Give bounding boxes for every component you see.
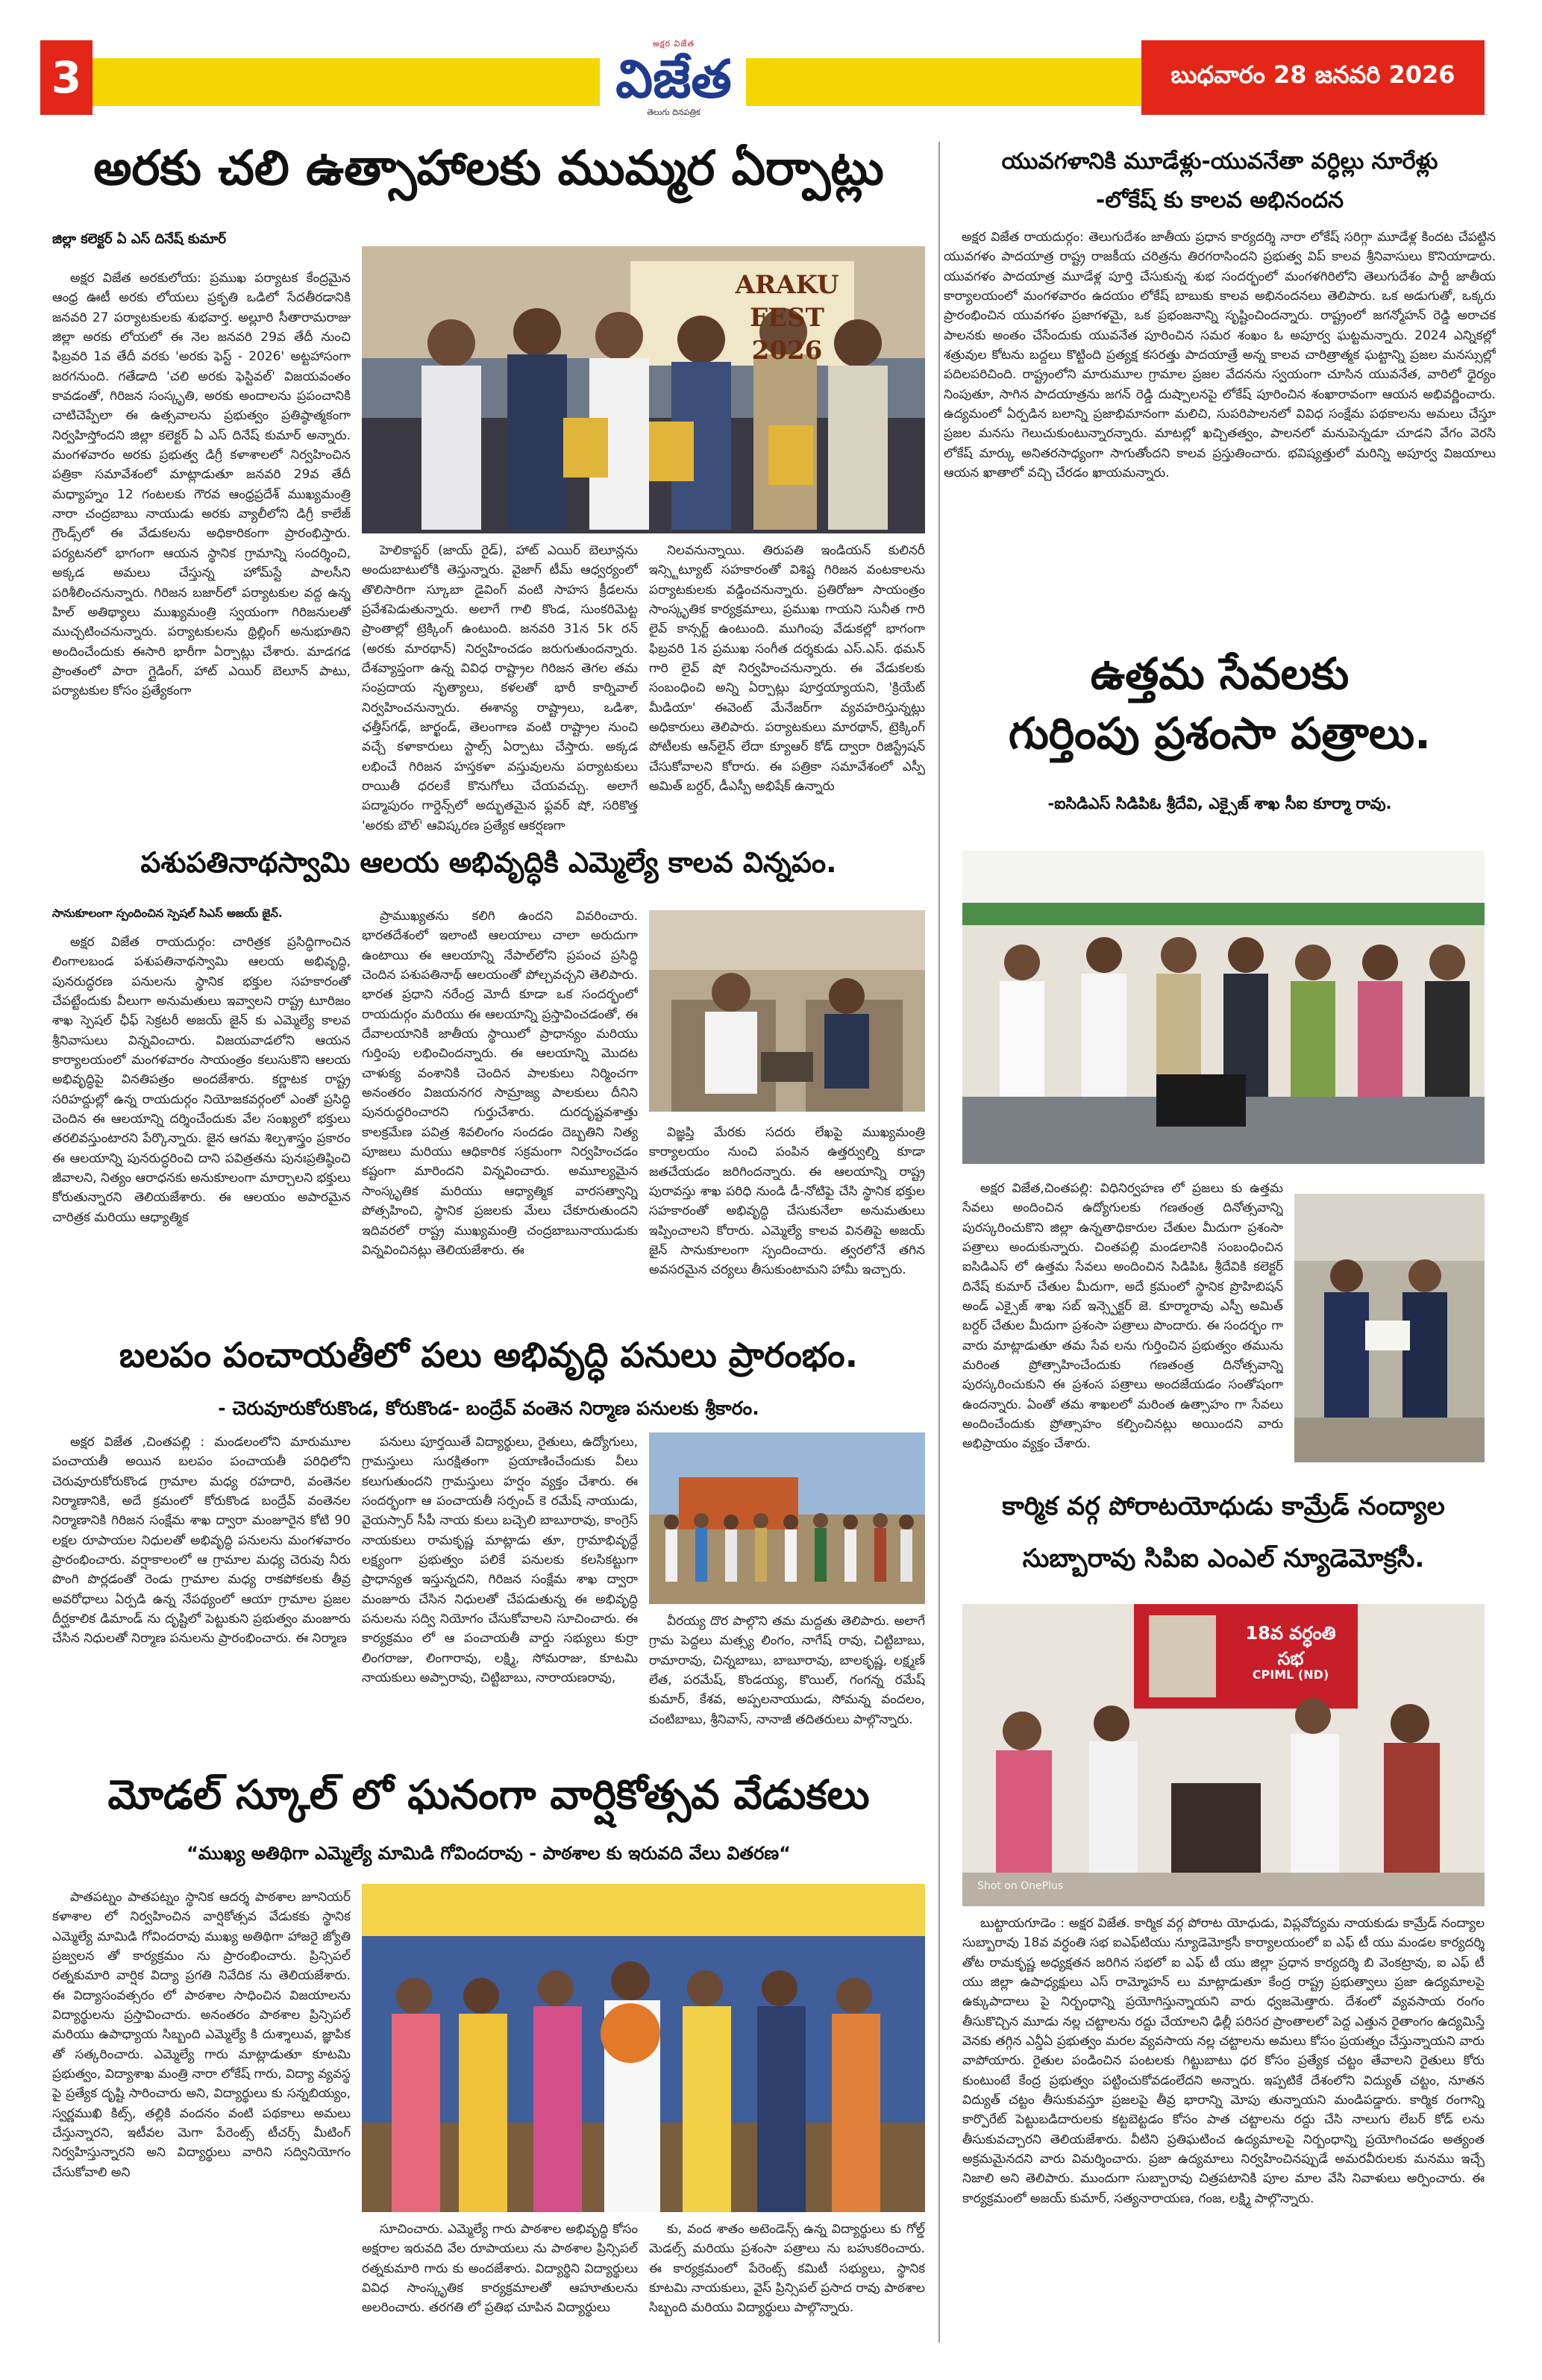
awards-handover-photo — [1294, 1194, 1485, 1462]
araku-col2: హెలికాప్టర్ (జాయ్ రైడ్), హాట్ ఎయిర్ బెలూన్లను అందుబాటులోకి తెస్తున్నారు. వైజాగ్ టీమ్ ఆధ్వర్యంలో తొలిసారిగా స్కూబా డైవింగ్ వంటి సాహస క్రీడలను ప్రవేశపెడుతున్నారు. అలాగే గాలి కొండ, సుంకరిమెట్ట ప్రాంతాల్లో ట్రెక్కింగ్ ఉంటుంది. జనవరి 31న 5k రన్ (అరకు మారథాన్) నిర్వహించడం జరుగుతుందన్నారు. దేశవ్యాప్తంగా ఉన్న వివిధ రాష్ట్రాల గిరిజన తెగల తమ సంప్రదాయ నృత్యాలు, కళలతో భారీ కార్నివాల్ నిర్వహించనున్నారు. ఈశాన్య రాష్ట్రాలు, ఒడిశా, ఛత్తీస్‌గఢ్, జార్ఖండ్, తెలంగాణ వంటి రాష్ట్రాల నుంచి వచ్చే కళాకారులు స్టాల్స్ ఏర్పాటు చేస్తారు. అక్కడ లభించే గిరిజన హస్తకళా వస్తువులను పర్యాటకులు రాయితీ ధరలకే కొనుగోలు చేయవచ్చు. అలాగే పద్మాపురం గార్డెన్స్‌లో అద్భుతమైన ఫ్లవర్ షో, సరికొత్త 'అరకు బౌల్' ఆవిష్కరణ ప్రత్యేక ఆకర్షణగా — [362, 543, 638, 833]
araku-headline: అరకు చలి ఉత్సాహాలకు ముమ్మర ఏర్పాట్లు — [93, 141, 884, 196]
page-number: 3 — [40, 40, 93, 115]
masthead-band-left — [93, 58, 600, 106]
logo-name: విజేత — [615, 48, 732, 110]
awards-body: అక్షర విజేత,చింతపల్లి: విధినిర్వహణ లో ప్రజలు కు ఉత్తమ సేవలు అందించిన ఉద్యోగులకు గణతంత్ర దినోత్సవాన్ని పురస్కరించుకొని జిల్లా ఉన్నతాధికారుల చేతుల మీదుగా ప్రశంసా పత్రాలు అందుకున్నారు. చింతపల్లి మండలానికి సంబంధించిన ఐసిడిఎస్ లో ఉత్తమ సేవలు అందించిన సిడిపిఓ శ్రీదేవికి కలెక్టర్ దినేష్ కుమార్ చేతుల మీదుగా, అదే క్రమంలో స్థానిక ప్రొహిబిషన్ అండ్ ఎక్సైజ్ శాఖ సబ్ ఇన్స్పెక్టర్ జె. కూర్మారావు ఎస్పీ అమిత్ బర్దర్ చేతుల మీదుగా ప్రశంసా పత్రాలు పొందారు. ఈ సందర్భం గా వారు మాట్లాడుతూ తమ సేవ లను గుర్తించిన ప్రభుత్వం తమును మరింత ప్రోత్సాహించేందుకు గణతంత్ర దినోత్సవాన్ని పురస్కరించుకుని ఈ ప్రశంస పత్రాలు అందజేయడం సంతోషంగా ఉందన్నారు. ఏంతో తమ శాఖలలో మరింత ఉత్సాహం గా సేవలు అందించేందుకు ప్రోత్సాహం కల్పించినట్లు అయిందని వారు అభిప్రాయం వ్యక్తం చేశారు. — [962, 1181, 1283, 1452]
photo-watermark: Shot on OnePlus — [977, 1880, 1064, 1892]
awards-headline-line2: గుర్తింపు ప్రశంసా పత్రాలు. — [1008, 708, 1432, 759]
logo-tagline: అక్షర విజేత — [653, 39, 695, 48]
lokesh-body: అక్షర విజేత రాయదుర్గం: తెలుగుదేశం జాతీయ ప్రధాన కార్యదర్శి నారా లోకేష్ సరిగ్గా మూడేళ్ల కిందట చేపట్టిన యువగళం పాదయాత్ర రాష్ట్ర రాజకీయ చరిత్రను తిరగరాసిందని ప్రభుత్వ విప్ కాలవ శ్రీనివాసులు కొనియాడారు. యువగళం పాదయాత్ర మూడేళ్ల పూర్తి చేసుకున్న శుభ సందర్భంలో మంగళగిరిలోని తెలుగుదేశం పార్టీ జాతీయ కార్యాలయంలో మంగళవారం ఉదయం లోకేష్ బాబుకు కాలవ అభినందనలు తెలిపారు. ఒక అడుగుతో, ఒక్కరు ప్రారంభించిన యువగళం ప్రజాగళమై, ఒక ప్రభంజనాన్ని సృష్టించిందన్నారు. రాష్ట్రంలో జగన్మోహన్ రెడ్డి అరాచక పాలనకు అంతం చేసేందుకు యువనేత పూరించిన సమర శంఖం ఓ అపూర్వ ఘట్టమన్నారు. 2024 ఎన్నికల్లో శత్రువుల కోటను బద్దలు కొట్టింది ప్రత్యక్ష కసరత్తు పాదయాత్రే అన్న కాలవ చారిత్రాత్మక ఘట్టాన్ని ప్రజల మనస్సుల్లో పదిలపరిచింది. రాష్ట్రంలోని మారుమూల గ్రామాల ప్రజల వేదనను స్వయంగా చూసిన యువనేత, వారిలో ధైర్యం నింపుతూ, సాగిన పాదయాత్రను జగన్ రెడ్డి దుష్పాలనపై లోకేష్ పూరించిన శంఖారావంగా ఆయన అభివర్ణించారు. ఉద్యమంలో ఏర్పడిన బలాన్ని ప్రజాభిమానంగా మలిచి, సుపరిపాలనలో వివిధ సంక్షేమ పథకాలను అమలు చేస్తూ ప్రజల మనసు గెలుచుకుంటున్నారన్నారు. మాటల్లో ఖచ్చితత్వం, పాలనలో మనుపెన్నడూ చూడని వేగం వెరసి లోకేష్ మార్కు అనితరసాధ్యంగా సాగుతోందని కాలవ ప్రస్తుతించారు. భవిష్యత్తులో మరిన్ని అపూర్వ విజయాలు ఆయన ఖాతాలో వచ్చి చేరడం ఖాయమన్నారు. — [944, 230, 1496, 481]
lokesh-headline-line2: -లోకేష్ కు కాలవ అభినందన — [1095, 187, 1344, 213]
model-school-col2: సూచించారు. ఎమ్మెల్యే గారు పాఠశాల అభివృద్ధి కోసం అక్షరాల ఇరువది వేల రూపాయలు ను పాఠశాల ప్రిన్సిపల్ రత్నకుమారి గారు కు అందజేశారు. విద్యార్థిని విద్యార్థులు వివిధ సాంస్కృతిక కార్యక్రమాలతో ఆహూతులను అలరించారు. తరగతి లో ప్రతిభ చూపిన విద్యార్థులు — [362, 2222, 638, 2316]
araku-photo — [362, 246, 925, 533]
awards-headline-line1: ఉత్తమ సేవలకు — [1090, 648, 1350, 699]
pashupati-byline: సానుకూలంగా స్పందించిన స్పెషల్ సిఎస్ అజయ్ జైన్. — [52, 906, 283, 920]
comrade-banner-sub: CPIML (ND) — [1252, 1667, 1329, 1682]
balapam-col1: అక్షర విజేత ,చింతపల్లి : మండలంలోని మారుమూల పంచాయతీ అయిన బలపం పంచాయతీ పరిధిలోని చెరువూరుకోరుకొండ గ్రామాల మధ్య రహదారి, వంతెనల నిర్మాణానికి, అదే క్రమంలో కోరుకొండ బంద్రేవ్ వంతెనల నిర్మాణానికి గిరిజన సంక్షేమ శాఖ ద్వారా మంజూరైన కోటి 90 లక్షల రూపాయల నిధులతో అభివృద్ధి పనులను మంగళవారం ప్రారంభించారు. వర్షాకాలంలో ఆ గ్రామాల మధ్య చెరువు నీరు పొంగి పొర్లడంతో రెండు గ్రామాల మధ్య రాకపోకలకు తీవ్ర అవరోధాలు ఏర్పడి ఉన్న నేపథ్యంలో ఆయా గ్రామాల ప్రజల దీర్ఘకాలిక డిమాండ్ ను దృష్టిలో పెట్టుకుని ప్రభుత్వం మంజూరు చేసిన నిధులతో నిర్మాణ పనులను ప్రారంభించారు. ఈ నిర్మాణ — [52, 1435, 351, 1647]
comrade-banner-text: 18వ వర్ధంతి సభ — [1245, 1623, 1336, 1669]
lokesh-headline-line1: యువగళానికి మూడేళ్లు-యువనేతా వర్ధిల్లు నూరేళ్లు — [1001, 148, 1438, 175]
balapam-col2: పనులు పూర్తయితే విద్యార్థులు, రైతులు, ఉద్యోగులు, గ్రామస్తులు సురక్షితంగా ప్రయాణించేందుకు వీలు కలుగుతుందని గ్రామస్తులు హర్షం వ్యక్తం చేశారు. ఈ సందర్భంగా ఆ పంచాయతీ సర్పంచ్ కె రమేష్ నాయుడు, వైయస్సార్ సీపీ నాయ కులు బచ్చెలి బాబూరావు, కాంగ్రెస్ నాయకులు రామకృష్ణ మాట్లాడు తూ, గ్రామాభివృద్ధే లక్ష్యంగా ప్రభుత్వం పలికే పనులకు కలసికట్టుగా ప్రాధాన్యత ఇస్తున్నదని, గిరిజన సంక్షేమ శాఖ ద్వారా మంజూరు చేసిన నిధులతో చేపడుతున్న ఈ అభివృద్ధి పనులను సద్వి నియోగం చేసుకోవాలని సూచించారు. ఈ కార్యక్రమం లో ఆ పంచాయతీ వార్డు సభ్యులు కుర్రా లింగరాజు, లింగారావు, లక్ష్మి, సోమరాజు, కూటమి నాయకులు అప్పారావు, చిట్టిబాబు, నారాయణరావు, — [362, 1435, 638, 1686]
model-school-col1: పాతపట్నం పాతపట్నం స్థానిక ఆదర్శ పాఠశాల జూనియర్ కళాశాల లో నిర్వహించిన వార్షికోత్సవ వేడుకకు స్థానిక ఎమ్మెల్యే మామిడి గోవిందరావు ముఖ్య అతిథిగా హాజరై జ్యోతి ప్రజ్వలన తో కార్యక్రమం ను ప్రారంభించారు. ప్రిన్సిపల్ రత్నకుమారి వార్షిక విద్యా ప్రగతి నివేదిక ను తెలియజేశారు. ఈ విద్యాసంవత్సరం లో పాఠశాల సాధించిన విజయాలను విద్యార్థులను ప్రస్తావించారు. అనంతరం పాఠశాల ప్రిన్సిపల్ మరియు ఉపాధ్యాయ సిబ్బంది ఎమ్మెల్యే కి దుశ్శాలువ, జ్ఞాపిక తో సత్కరించారు. ఎమ్మెల్యే గారు మాట్లాడుతూ కూటమి ప్రభుత్వం, విద్యాశాఖ మంత్రి నారా లోకేష్ గారు, విద్యా వ్యవస్థ పై ప్రత్యేక దృష్టి సారించారు అని, విద్యార్థులు కు సన్నబియ్యం, స్వర్ణముఖి కిట్స్, తల్లికి వందనం వంటి పథకాలు అమలు చేస్తున్నారని, ఇటీవల మెగా పేరెంట్స్ టీచర్స్ మీటింగ్ నిర్వహిస్తున్నారని అని విద్యార్థులు వారిని సద్వినియోగం చేసుకోవాలి అని — [52, 1890, 351, 2180]
araku-byline: జిల్లా కలెక్టర్ ఏ ఎస్ దినేష్ కుమార్ — [52, 231, 227, 247]
araku-col3: నిలవనున్నాయి. తిరుపతి ఇండియన్ కులినరీ ఇన్స్టిట్యూట్ సహకారంతో విశిష్ట గిరిజన వంటకాలను పర్యాటకులకు వడ్డించనున్నారు. ప్రతిరోజూ సాయంత్రం సాంస్కృతిక కార్యక్రమాలు, ప్రముఖ గాయని సునీత గారి లైవ్ కాన్సర్ట్ ఉంటుంది. ముగింపు వేడుకల్లో భాగంగా ఫిబ్రవరి 1న ప్రముఖ సంగీత దర్శకుడు ఎస్.ఎస్. థమన్ గారి లైవ్ షో నిర్వహించనున్నారు. ఈ వేడుకలకు సంబంధించి అన్ని ఏర్పాట్లు పూర్తయ్యాయని, 'క్రియేట్ మీడియా' ఈవెంట్ మేనేజర్‌గా వ్యవహరిస్తున్నట్లు అధికారులు తెలిపారు. పర్యాటకులు మారథాన్, ట్రెక్కింగ్ పోటీలకు ఆన్‌లైన్ లేదా క్యూఆర్ కోడ్ ద్వారా రిజిస్ట్రేషన్ చేసుకోవాలని కోరారు. ఈ పత్రికా సమావేశంలో ఎస్పీ అమిత్ బర్దర్, డీఎస్పీ అభిషేక్ ఉన్నారు — [649, 543, 925, 795]
masthead-band-right — [746, 58, 1149, 106]
balapam-group-photo — [649, 1432, 925, 1604]
issue-date: బుధవారం 28 జనవరి 2026 — [1141, 40, 1485, 115]
balapam-col3: వీరయ్య దొర పాల్గొని తమ మద్దతు తెలిపారు. అలాగే గ్రామ పెద్దలు మత్స్య లింగం, నాగేష్ రావు, చిట్టిబాబు, రామారావు, చిన్నబాబు, బాబూరావు, బాలకృష్ణ, లక్ష్మణ్ లేత, పరమేష్, కొండయ్య, కొయిల్, గంగన్న రమేష్ కుమార్, కేశవ, అప్పలనాయుడు, సోమన్న వందలం, చంటిబాబు, శ్రీనివాస్, నానాజీ తదితరులు పాల్గొన్నారు. — [649, 1614, 925, 1727]
column-divider — [938, 142, 940, 2343]
araku-col1: అక్షర విజేత అరకులోయ: ప్రముఖ పర్యాటక కేంద్రమైన ఆంధ్ర ఊటీ అరకు లోయలు ప్రకృతి ఒడిలో సేదతీరడానికి జనవరి 27 పర్యాటకులకు శుభవార్త. అల్లూరి సీతారామరాజు జిల్లా అరకు లోయలో ఈ నెల జనవరి 29వ తేదీ నుంచి ఫిబ్రవరి 1వ తేదీ వరకు 'అరకు ఫెస్ట్ - 2026' అట్టహాసంగా జరగనుంది. గతేడాది 'చలి అరకు ఫెస్టివల్' విజయవంతం కావడంతో, గిరిజన సంస్కృతి, అరకు అందాలను ప్రపంచానికి చాటిచెప్పేలా ఈ ఉత్సవాలను ప్రభుత్వం ప్రతిష్ఠాత్మకంగా నిర్వహిస్తోందని జిల్లా కలెక్టర్ ఏ ఎస్ దినేష్ కుమార్ అన్నారు. మంగళవారం అరకు ప్రభుత్వ డిగ్రీ కళాశాలలో నిర్వహించిన పత్రికా సమావేశంలో మాట్లాడుతూ జనవరి 29వ తేదీ మధ్యాహ్నం 12 గంటలకు గౌరవ ఆంధ్రప్రదేశ్ ముఖ్యమంత్రి నారా చంద్రబాబు నాయుడు అరకు వ్యాలీలోని డిగ్రీ కాలేజ్ గ్రౌండ్స్‌లో ఈ వేడుకలను అధికారికంగా ప్రారంభిస్తారు. పర్యటనలో భాగంగా ఆయన స్థానిక గ్రామాన్ని సందర్శించి, అక్కడ అమలు చేస్తున్న హోమ్‌స్టే పాలసీని పరిశీలించనున్నారు. గిరిజన బజార్‌లో పర్యాటకుల వద్ద ఉన్న హిల్ అతిథ్యాలు ముఖ్యమంత్రి స్వయంగా గిరిజనులతో ముచ్చటించనున్నారు. పర్యాటకులను థ్రిల్లింగ్ అనుభూతిని అందించేందుకు ఈసారి భారీగా ఏర్పాట్లు చేశారు. మాడగడ ప్రాంతంలో పారా గ్లైడింగ్, హాట్ ఎయిర్ బెలూన్ పాటు, పర్యాటకుల కోసం ప్రత్యేకంగా — [52, 271, 351, 699]
pashupati-col2: ప్రాముఖ్యతను కలిగి ఉందని వివరించారు. భారతదేశంలో ఇలాంటి ఆలయాలు చాలా అరుదుగా ఉంటాయి ఈ ఆలయాన్ని నేపాల్‌లోని ప్రపంచ ప్రసిద్ధి చెందిన పశుపతినాథ్ ఆలయంతో పోల్చవచ్చని తెలిపారు. భారత ప్రధాని నరేంద్ర మోదీ కూడా ఒక సందర్భంలో రాయదుర్గం మరియు ఈ ఆలయాన్ని ప్రస్తావించడంతో, ఈ దేవాలయానికి జాతీయ స్థాయిలో ప్రాధాన్యం మరియు గుర్తింపు లభించిందన్నారు. ఈ ఆలయాన్ని మొదట చాళుక్య వంశానికి చెందిన పాలకులు నిర్మించగా అనంతరం విజయనగర సామ్రాజ్య పాలకులు దీనిని పునరుద్ధరించారని గుర్తుచేశారు. దురదృష్టవశాత్తు కాలక్రమేణ పవిత్ర శివలింగం సందడం దెబ్బతిని నిత్య పూజలు మరియు ఆధికారిక సక్రమంగా నిర్వహించడం కష్టంగా మారిందని విన్నవించారు. అమూల్యమైన సాంస్కృతిక మరియు ఆధ్యాత్మిక వారసత్వాన్ని పోత్సహించి, స్థానిక ప్రజలకు మేలు చేకూరుతుందని ఇదివరలో రాష్ట్ర ముఖ్యమంత్రి చంద్రబాబునాయుడుకు విన్నవించినట్లు తెలియజేశారు. ఈ — [362, 909, 638, 1258]
model-school-subline: “ముఖ్య అతిథిగా ఎమ్మెల్యే మామిడి గోవిందరావు - పాఠశాల కు ఇరువది వేలు వితరణ“ — [187, 1843, 791, 1864]
pashupati-col3: విజ్ఞప్తి మేరకు సదరు లేఖపై ముఖ్యమంత్రి కార్యాలయం నుంచి పంపిన ఉత్తర్వుల్ని కూడా జతచేయడం జరిగిందన్నారు. ఈ ఆలయాన్ని రాష్ట్ర పురావస్తు శాఖ పరిధి నుండి డీ-నోటిఫై చేసి స్థానిక భక్తుల సహకారంతో అభివృద్ధి చేసుకునేలా అనుమతులు ఇప్పించాలని కోరారు. ఎమ్మెల్యే కాలవ వినతిపై అజయ్ జైన్ సానుకూలంగా స్పందించారు. త్వరలోనే తగిన అవసరమైన చర్యలు తీసుకుంటామని హామీ ఇచ్చారు. — [649, 1125, 925, 1278]
pashupati-meeting-photo — [649, 910, 925, 1112]
balapam-headline: బలపం పంచాయతీలో పలు అభివృద్ధి పనులు ప్రారంభం. — [119, 1335, 859, 1375]
comrade-tribute-photo — [962, 1604, 1485, 1906]
logo-subtitle: తెలుగు దినపత్రిక — [647, 107, 701, 117]
model-school-headline: మోడల్ స్కూల్ లో ఘనంగా వార్షికోత్సవ వేడుకలు — [107, 1771, 870, 1818]
awards-ceremony-photo — [962, 851, 1485, 1164]
pashupati-col1: అక్షర విజేత రాయదుర్గం: చారిత్రక ప్రసిద్ధిగాంచిన లింగాలబండ పశుపతినాథస్వామి ఆలయ అభివృద్ధి, పునరుద్ధరణ పనులను స్థానిక భక్తుల సహకారంతో చేపట్టేందుకు వీలుగా అనుమతులు ఇవ్వాలని రాష్ట్ర టూరిజం శాఖ స్పెషల్ ఛీఫ్ సెక్రటరీ అజయ్ జైన్ కు ఎమ్మెల్యే కాలవ శ్రీనివాసులు విన్నవించారు. విజయవాడలోని ఆయన కార్యాలయంలో మంగళవారం సాయంత్రం కలుసుకొని ఆలయ అభివృద్ధిపై వినతిపత్రం అందజేశారు. కర్ణాటక రాష్ట్ర సరిహద్దుల్లో ఉన్న రాయదుర్గం నియోజకవర్గంలో ఎంతో ప్రసిద్ధి చెందిన ఈ ఆలయాన్ని దర్శించేందుకు వేల సంఖ్యలో భక్తులు తరలివస్తుంటారని పేర్కొన్నారు. జైన ఆగమ శిల్పశాస్త్రం ప్రకారం ఈ ఆలయాన్ని పునరుద్ధరించి దాని పవిత్రతను పునఃప్రతిష్ఠించి జీవాలని, నిత్యం ఆరాధనకు అనుకూలంగా మార్చాలని భక్తులు కోరుతున్నారని తెలియజేశారు. ఈ ఆలయం అపారమైన చారిత్రక మరియు ఆధ్యాత్మిక — [52, 935, 351, 1225]
model-school-photo — [362, 1884, 925, 2212]
awards-subline: -ఐసిడిఎస్ సిడిపిఓ శ్రీదేవి, ఎక్సైజ్ శాఖ సీఐ కూర్మా రావు. — [1047, 795, 1392, 812]
comrade-body: బుట్టాయగూడెం : అక్షర విజేత. కార్మిక వర్గ పోరాట యోధుడు, విప్లవోద్యమ నాయకుడు కామ్రేడ్ నంద్యాల సుబ్బారావు 18వ వర్ధంతి సభ ఐఎఫ్‌టియు న్యూడెమోక్రసీ కార్యాలయంలో ఐ ఎఫ్ టీ యు మండల కార్యదర్శి తోట రామకృష్ణ అధ్యక్షతన జరిగిన సభలో ఐ ఎఫ్ టీ యు జిల్లా ప్రధాన కార్యదర్శి బి వెంకట్రావు, ఐ ఎఫ్ టీ యు జిల్లా ఉపాధ్యక్షులు ఎస్ రామ్మోహన్ లు మాట్లాడుతూ కేంద్ర రాష్ట్ర ప్రభుత్వాలు ప్రజా ఉద్యమాలపై ఉక్కుపాదాలు పై నిర్బంధాన్ని ప్రయోగిస్తున్నాయని వారు ధ్వజమెత్తారు. దేశంలో వ్యవసాయ రంగం తీసుకొచ్చిన మూడు నల్ల చట్టాలను రద్దు చేయాలని ఢిల్లీ పరిసర ప్రాంతాలలో పెద్ద ఎత్తున రైతాంగం ఉద్యమిస్తే వెనకు తగ్గిన ఎన్డీఏ ప్రభుత్వం మరల వ్యవసాయ నల్ల చట్టాలను అమలు కోసం ప్రయత్నం చేస్తున్నాయని వారు వాపోయారు. రైతుల పండించిన పంటలకు గిట్టుబాటు ధర కోసం ప్రత్యేక చట్టం తేవాలని రైతులు కోరు కుంటుంటే కేంద్ర ప్రభుత్వం పట్టించుకోవడంలేదని అన్నారు. ఇప్పటికే దేశంలోని విద్యుత్ చట్టం, నూతన విద్యుత్ చట్టం తీసుకువస్తూ ప్రజలపై తీవ్ర భారాన్ని మోపు తున్నాయని మండిపడ్డారు. కార్మిక రంగాన్ని కార్పొరేట్ పెట్టుబడిదారులకు కట్టబెట్టడం కోసం పాత చట్టాలను రద్దు చేసి నాలుగు లేబర్ కోడ్ లను తీసుకువచ్చారని తెలియజేశారు. వీటిని ప్రతిఘటించ ఉద్యమాలపై నిర్బంధాన్ని ప్రయోగించడం అత్యంత అక్రమమైనదని వారు విమర్శించారు. ప్రజా ఉద్యమాలు నిర్వహించినప్పుడే అమరవీరులకు మనము ఇచ్చే నిజాలి అని తెలిపారు. ముందుగా సుబ్బారావు చిత్రపటానికి పూల మాల వేసి నివాళులు అర్పించారు. ఈ కార్యక్రమంలో అజయ్ కుమార్, సత్యనారాయణ, గంజ, లక్ష్మి పాల్గొన్నారు. — [962, 1916, 1485, 2206]
comrade-headline-line2: సుబ్బారావు సిపిఐ ఎంఎల్ న్యూడెమోక్రసీ. — [1022, 1544, 1425, 1573]
comrade-headline-line1: కార్మిక వర్గ పోరాటయోధుడు కామ్రేడ్ నంద్యాల — [1002, 1491, 1445, 1521]
newspaper-logo — [603, 39, 745, 121]
pashupati-headline: పశుపతినాథస్వామి ఆలయ అభివృద్ధికి ఎమ్మెల్యే కాలవ విన్నపం. — [140, 846, 837, 879]
balapam-subline: - చెరువూరుకోరుకొండ, కోరుకొండ- బంద్రేవ్ వంతెన నిర్మాణ పనులకు శ్రీకారం. — [218, 1397, 759, 1419]
model-school-col3: కు, వంద శాతం అటెండెన్స్ ఉన్న విద్యార్థులు కు గోల్డ్ మెడల్స్ మరియు ప్రశంసా పత్రాలు ను బహుకరించారు. ఈ కార్యక్రమంలో పేరెంట్స్ కమిటీ సభ్యులు, స్థానిక కూటమి నాయకులు, వైస్ ప్రిన్సిపల్ ప్రసాద రావు పాఠశాల సిబ్బంది మరియు విద్యార్థులు పాల్గొన్నారు. — [649, 2222, 925, 2316]
araku-fest-banner: ARAKU FEST 2026 — [735, 270, 839, 366]
